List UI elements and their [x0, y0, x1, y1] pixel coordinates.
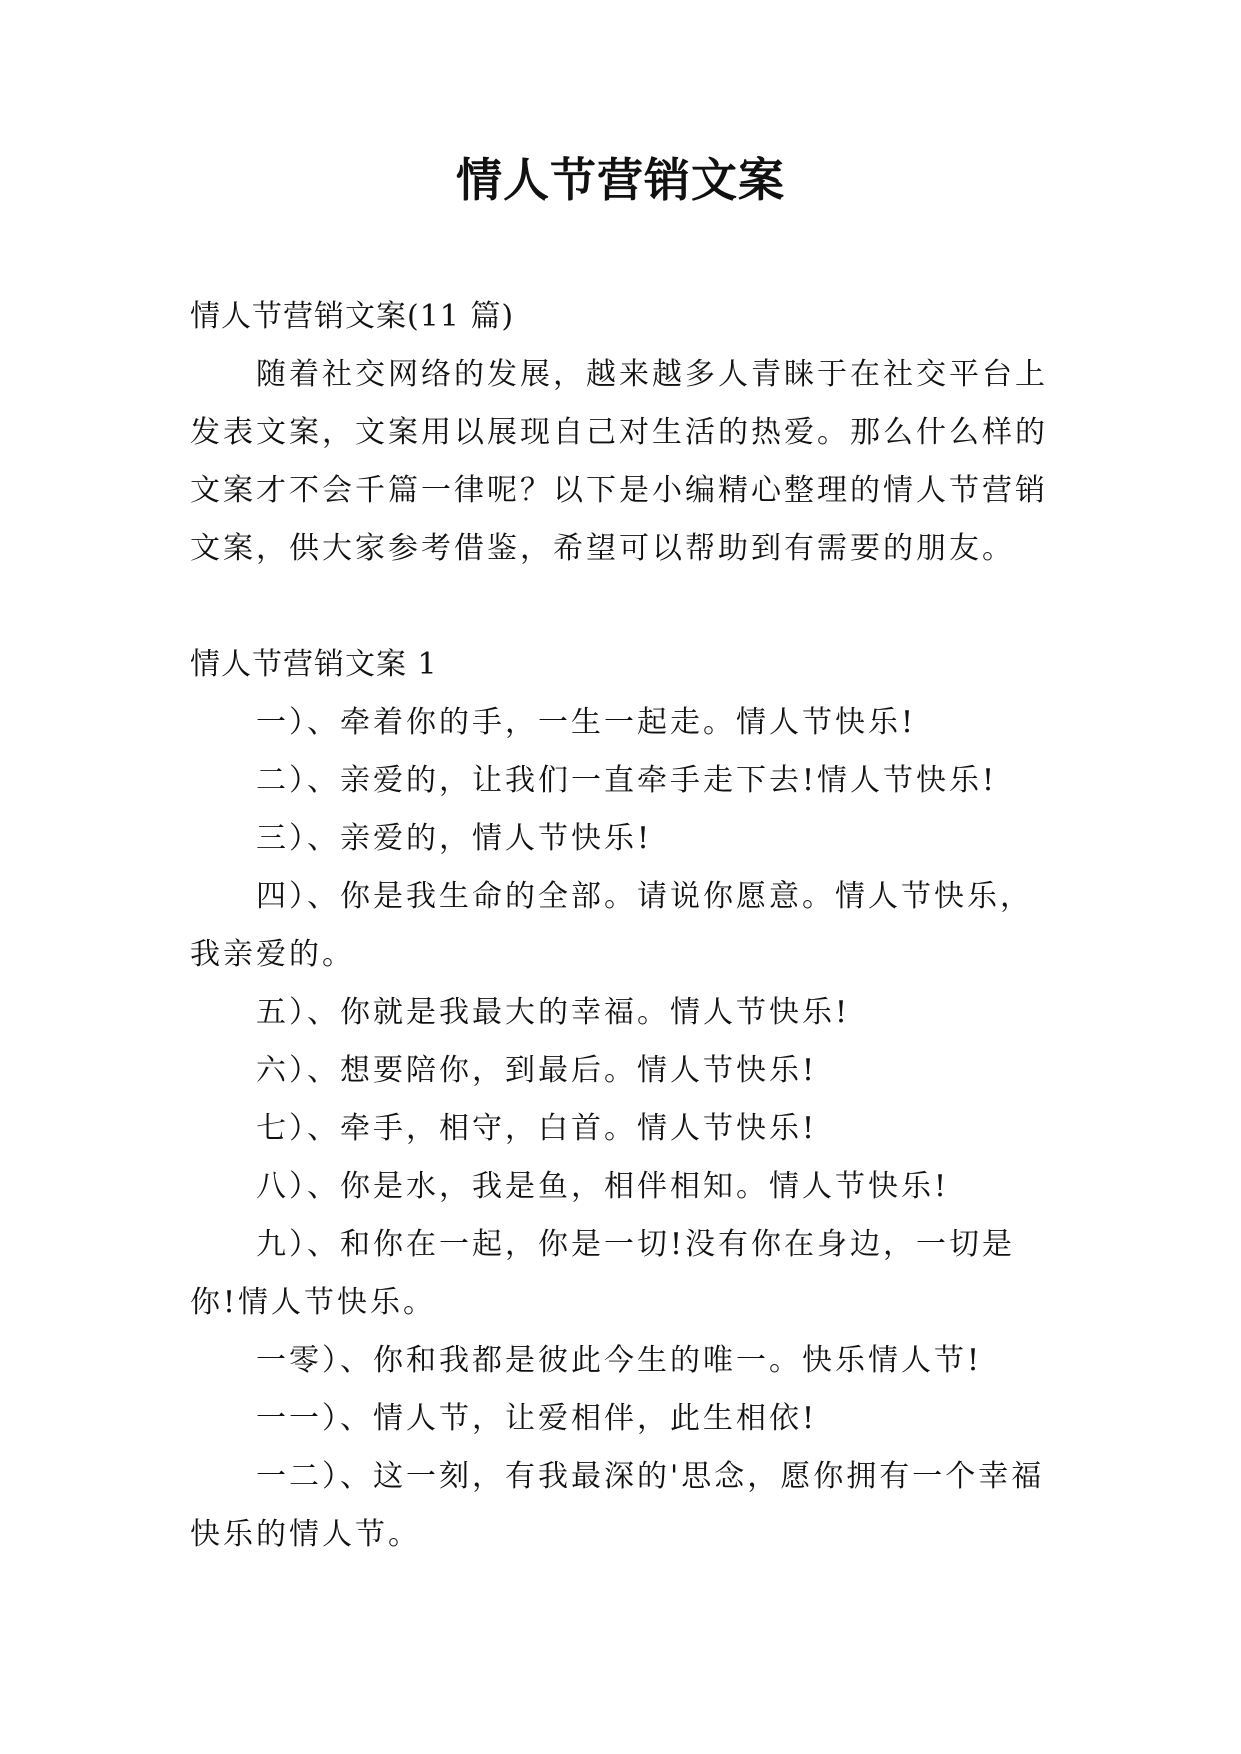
intro-paragraph: 随着社交网络的发展，越来越多人青睐于在社交平台上发表文案，文案用以展现自己对生活的热爱。那么什么样的文案才不会千篇一律呢？以下是小编精心整理的情人节营销文案，供大家参考借鉴，希望可以帮助到有需要的朋友。 [190, 357, 1048, 566]
list-item: 一二）、这一刻，有我最深的'思念，愿你拥有一个幸福快乐的情人节。 [190, 1459, 1045, 1552]
list-item: 四）、你是我生命的全部。请说你愿意。情人节快乐，我亲爱的。 [190, 879, 1033, 972]
list-item: 八）、你是水，我是鱼，相伴相知。情人节快乐! [256, 1169, 950, 1204]
document-subtitle: 情人节营销文案(11 篇) [190, 299, 515, 334]
list-item: 六）、想要陪你，到最后。情人节快乐! [256, 1053, 818, 1088]
list-item: 三）、亲爱的，情人节快乐! [256, 821, 653, 856]
list-item: 一）、牵着你的手，一生一起走。情人节快乐! [256, 705, 917, 740]
document-body [190, 288, 1050, 1564]
list-item: 五）、你就是我最大的幸福。情人节快乐! [256, 995, 851, 1030]
document-title: 情人节营销文案 [456, 153, 785, 207]
list-item: 九）、和你在一起，你是一切!没有你在身边，一切是你!情人节快乐。 [190, 1227, 1016, 1320]
list-item: 二）、亲爱的，让我们一直牵手走下去!情人节快乐! [256, 763, 998, 798]
paragraph-spacer [190, 578, 1050, 636]
list-item: 七）、牵手，相守，白首。情人节快乐! [256, 1111, 818, 1146]
list-item: 一一）、情人节，让爱相伴，此生相依! [256, 1401, 818, 1436]
section-heading: 情人节营销文案 1 [190, 647, 438, 682]
list-item: 一零）、你和我都是彼此今生的唯一。快乐情人节! [256, 1343, 983, 1378]
